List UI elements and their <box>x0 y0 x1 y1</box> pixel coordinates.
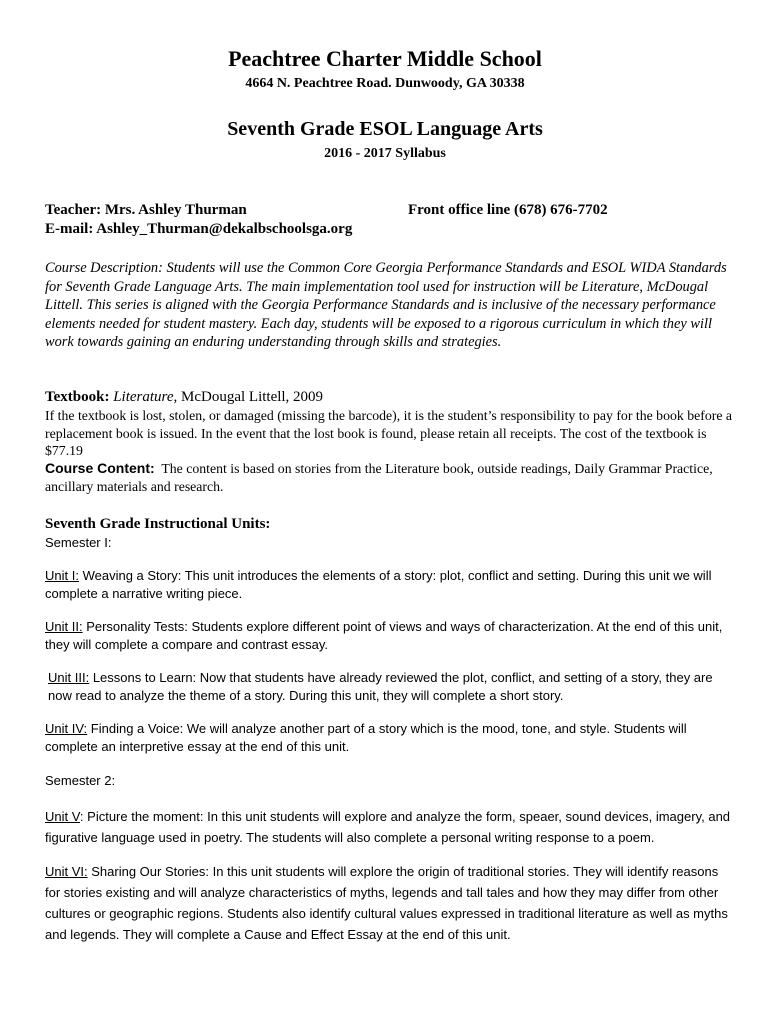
course-description: Course Description: Students will use the Common Core Georgia Performance Standards and ESOL WIDA Standards for Seventh Grade Language Arts. The main implementation tool used for instruction will be Literature, McDougal Littell. This series is aligned with the Georgia Performance Standards and is inclusive of the necessary performance elements needed for student mastery. Each day, students will be exposed to a rigorous curriculum in which they will work towards gaining an enduring understanding through skills and strategies. <box>45 260 727 350</box>
unit-6-text: Sharing Our Stories: In this unit students will explore the origin of traditional stories. They will identify reasons for stories existing and will analyze characteristics of myths, legends and tall tales and how they may differ from other cultures or geographic regions. Students also identify cultural values expressed in traditional literature as well as myths and legends. They will complete a Cause and Effect Essay at the end of this unit. <box>45 864 728 942</box>
syllabus-year: 2016 - 2017 Syllabus <box>324 146 446 161</box>
unit-4 <box>45 720 735 756</box>
unit-1-text: Weaving a Story: This unit introduces the elements of a story: plot, conflict and setting. During this unit we will complete a narrative writing piece. <box>45 568 712 601</box>
teacher-name: Teacher: Mrs. Ashley Thurman <box>45 202 247 218</box>
teacher-email: E-mail: Ashley_Thurman@dekalbschoolsga.org <box>45 221 353 237</box>
school-address: 4664 N. Peachtree Road. Dunwoody, GA 30338 <box>245 76 525 91</box>
unit-3-text: Lessons to Learn: Now that students have already reviewed the plot, conflict, and setting of a story, they are now read to analyze the theme of a story. During this unit, they will complete a short story. <box>48 670 713 703</box>
course-content <box>45 460 735 495</box>
unit-2 <box>45 618 735 654</box>
unit-5 <box>45 806 735 848</box>
unit-6 <box>45 861 735 945</box>
course-content-text: The content is based on stories from the Literature book, outside readings, Daily Grammar Practice, ancillary materials and research. <box>45 461 713 494</box>
unit-3-label: Unit III: <box>48 670 90 685</box>
unit-1-label: Unit I: <box>45 568 79 583</box>
units-heading: Seventh Grade Instructional Units: <box>45 516 271 532</box>
unit-4-text: Finding a Voice: We will analyze another part of a story which is the mood, tone, and style. Students will complete an interpretive essay at the end of this unit. <box>45 721 687 754</box>
course-title: Seventh Grade ESOL Language Arts <box>227 118 543 140</box>
semester-1-label: Semester I: <box>45 535 112 550</box>
textbook-label: Textbook: <box>45 389 110 405</box>
unit-2-label: Unit II: <box>45 619 83 634</box>
unit-5-text: : Picture the moment: In this unit students will explore and analyze the form, speaer, sound devices, imagery, and figurative language used in poetry. The students will also complete a personal writing response to a poem. <box>45 809 731 845</box>
textbook-policy: If the textbook is lost, stolen, or damaged (missing the barcode), it is the student’s responsibility to pay for the book before a replacement book is issued. In the event that the lost book is found, please retain all receipts. The cost of the textbook is $77.19 <box>45 408 733 458</box>
unit-2-text: Personality Tests: Students explore different point of views and ways of characterization. At the end of this unit, they will complete a compare and contrast essay. <box>45 619 723 652</box>
front-office-phone: Front office line (678) 676-7702 <box>408 202 608 218</box>
course-content-label: Course Content: <box>45 460 155 476</box>
textbook-publisher: McDougal Littell, 2009 <box>181 389 324 405</box>
school-name: Peachtree Charter Middle School <box>228 46 542 71</box>
unit-4-label: Unit IV: <box>45 721 88 736</box>
textbook-title: Literature, <box>113 389 178 405</box>
unit-1 <box>45 567 735 603</box>
semester-2-label: Semester 2: <box>45 773 116 788</box>
unit-3 <box>48 669 738 705</box>
unit-5-label: Unit V <box>45 809 80 824</box>
unit-6-label: Unit VI: <box>45 864 88 879</box>
textbook-heading <box>45 388 735 407</box>
